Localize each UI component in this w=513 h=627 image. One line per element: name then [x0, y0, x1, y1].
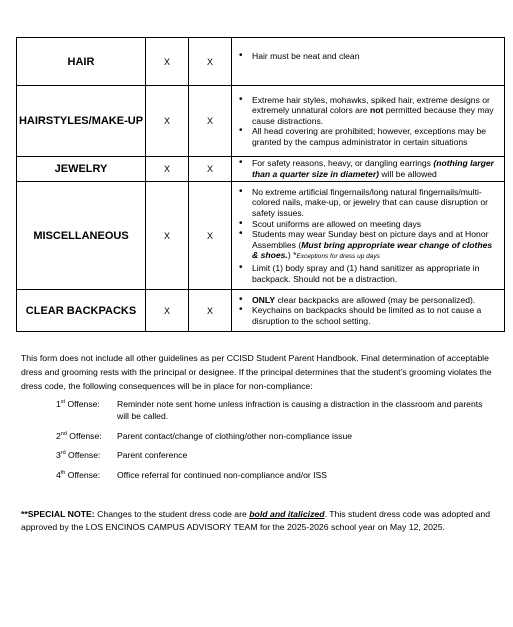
mark-cell: X [189, 157, 232, 182]
rules-cell [232, 290, 505, 332]
category-cell: CLEAR BACKPACKS [17, 290, 146, 332]
offense-label: 2nd Offense: [56, 431, 102, 441]
rules-cell [232, 86, 505, 157]
consequence-item [56, 449, 496, 461]
rules-cell [232, 38, 505, 86]
rule-bullet: • Keychains on backpacks should be limited as to not cause a disruption to the school setting. [252, 305, 500, 326]
rule-bullet: • All head covering are prohibited; however, exceptions may be granted by the campus administrator in certain situations [252, 126, 500, 147]
category-cell: MISCELLANEOUS [17, 182, 146, 290]
mark-cell: X [146, 290, 189, 332]
consequence-item [56, 398, 496, 422]
category-cell: HAIRSTYLES/MAKE-UP [17, 86, 146, 157]
table-row [17, 290, 505, 332]
category-cell: JEWELRY [17, 157, 146, 182]
offense-label: 4th Offense: [56, 470, 101, 480]
consequences-intro: This form does not include all other guidelines as per CCISD Student Parent Handbook. Final determination of acceptable dress and grooming rests with the principal or designee. If the principal determines that the student’s grooming violates the dress code, the following consequences will be in place for non-compliance: [21, 353, 492, 391]
rule-bullet: • Hair must be neat and clean [252, 51, 500, 62]
mark-cell: X [146, 157, 189, 182]
offense-text: Office referral for continued non-compliance and/or ISS [117, 470, 328, 480]
table-row [17, 182, 505, 290]
category-cell: HAIR [17, 38, 146, 86]
dress-code-table [16, 37, 505, 332]
consequence-item [56, 430, 496, 442]
rule-bullet: • No extreme artificial fingernails/long natural fingernails/multi-colored nails, make-up, or jewelry that can cause disruption or safety issues. [252, 187, 500, 219]
rules-cell [232, 157, 505, 182]
mark-cell: X [146, 86, 189, 157]
consequence-item [56, 469, 496, 481]
mark-cell: X [189, 182, 232, 290]
rules-cell [232, 182, 505, 290]
offense-label: 1st Offense: [56, 399, 100, 409]
table-row [17, 157, 505, 182]
mark-cell: X [146, 38, 189, 86]
rule-bullet: • Extreme hair styles, mohawks, spiked hair, extreme designs or extremely unnatural colors are not permitted because they may cause distractions. [252, 95, 500, 127]
offense-label: 3rd Offense: [56, 450, 101, 460]
offense-text: Parent conference [117, 450, 188, 460]
table-row [17, 86, 505, 157]
mark-cell: X [189, 38, 232, 86]
table-row [17, 38, 505, 86]
mark-cell: X [189, 290, 232, 332]
mark-cell: X [189, 86, 232, 157]
offense-text: Reminder note sent home unless infraction is causing a distraction in the classroom and parents will be called. [117, 399, 483, 421]
rule-bullet: • Students may wear Sunday best on picture days and at Honor Assemblies (Must bring appropriate wear change of clothes & shoes.) *Exceptions for dress up days [252, 229, 500, 263]
rule-bullet: • Limit (1) body spray and (1) hand sanitizer as appropriate in backpack. Should not be a distraction. [252, 263, 500, 284]
rule-bullet: • Scout uniforms are allowed on meeting days [252, 219, 500, 230]
special-note: **SPECIAL NOTE: Changes to the student dress code are bold and italicized. This student dress code was adopted and approved by the LOS ENCINOS CAMPUS ADVISORY TEAM for the 2025-2026 school year on May 12, 2025. [21, 509, 491, 532]
rule-bullet: • ONLY clear backpacks are allowed (may be personalized). [252, 295, 500, 306]
offense-text: Parent contact/change of clothing/other non-compliance issue [117, 431, 353, 441]
mark-cell: X [146, 182, 189, 290]
rule-bullet: • For safety reasons, heavy, or dangling earrings (nothing larger than a quarter size in diameter) will be allowed [252, 158, 500, 179]
